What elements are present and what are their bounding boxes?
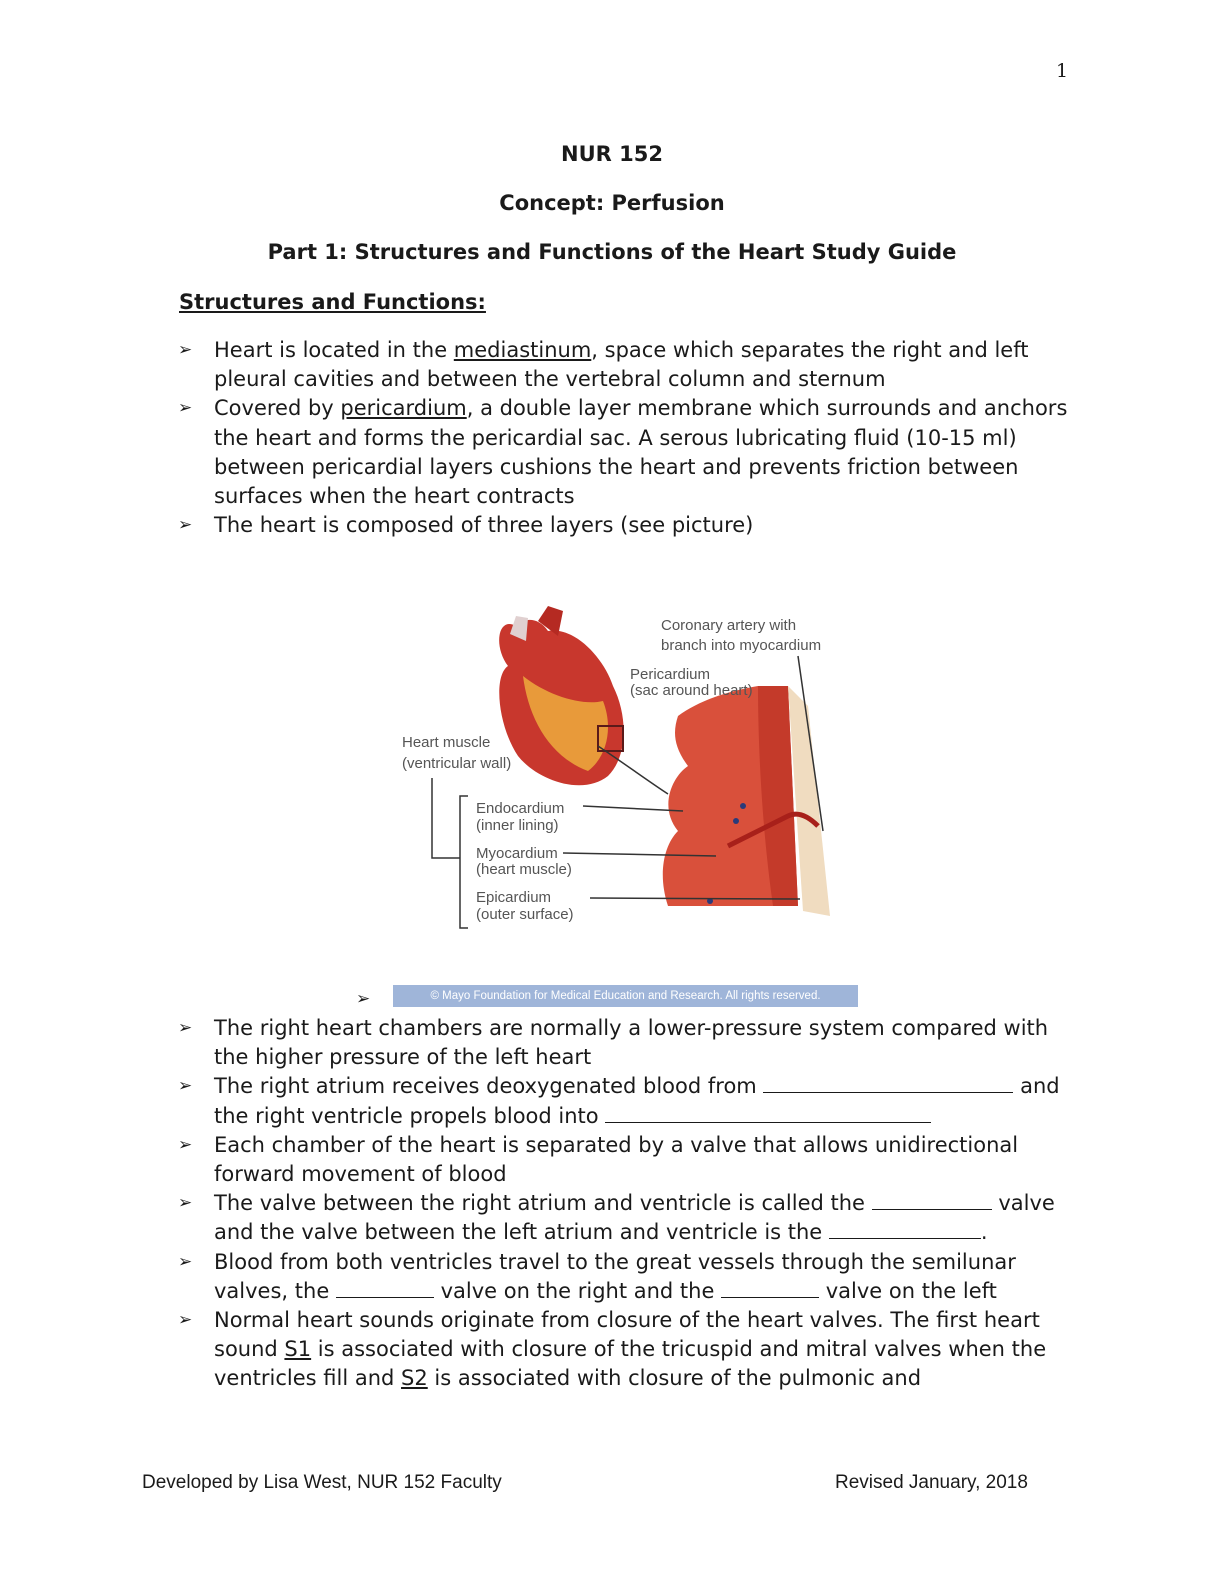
- list-item: ➢ Covered by pericardium, a double layer membrane which surrounds and anchors the heart and forms the pericardial sac. A serous lubricating fluid (10-15 ml) between pericardial layers cushions the heart and prevents friction between surfaces when the heart contracts: [178, 396, 1068, 509]
- arrow-bullet-icon: ➢: [178, 1134, 193, 1155]
- arrow-bullet-icon: ➢: [178, 1193, 193, 1214]
- copyright-banner: © Mayo Foundation for Medical Education and Research. All rights reserved.: [393, 985, 858, 1007]
- fill-in-blank[interactable]: [763, 1072, 1013, 1093]
- fill-in-blank[interactable]: [829, 1218, 981, 1239]
- label-heart-muscle: Heart muscle: [402, 734, 491, 751]
- list-item: ➢ The heart is composed of three layers (see picture): [178, 511, 1078, 540]
- list-item: ➢ The right heart chambers are normally a lower-pressure system compared with the higher pressure of the left heart: [178, 1016, 1049, 1070]
- arrow-bullet-icon: ➢: [178, 515, 193, 536]
- fill-in-blank[interactable]: [872, 1189, 992, 1210]
- section-heading: Structures and Functions:: [179, 290, 486, 314]
- term-s1: S1: [284, 1337, 312, 1362]
- arrow-bullet-icon: ➢: [356, 989, 371, 1009]
- footer-author: Developed by Lisa West, NUR 152 Faculty: [142, 1472, 502, 1493]
- label-coronary: Coronary artery with: [661, 617, 797, 634]
- label-myocardium: Myocardium: [476, 845, 558, 862]
- arrow-bullet-icon: ➢: [178, 1251, 193, 1272]
- heart-illustration: [499, 606, 624, 785]
- term-pericardium: pericardium: [340, 396, 467, 421]
- list-item: ➢ Heart is located in the mediastinum, space which separates the right and left pleural cavities and between the vertebral column and sternum: [178, 338, 1029, 392]
- bullet-list-top: [178, 336, 1078, 540]
- arrow-bullet-icon: ➢: [178, 340, 193, 360]
- fill-in-blank[interactable]: [721, 1277, 819, 1298]
- list-item: ➢ Normal heart sounds originate from closure of the heart valves. The first heart sound S1 is associated with closure of the tricuspid and mitral valves when the ventricles fill and S2 is associated with closure of the pulmonic and: [178, 1308, 1047, 1391]
- list-item: ➢ The valve between the right atrium and ventricle is called the valve and the valve between the left atrium and ventricle is the .: [178, 1191, 1055, 1245]
- list-item: ➢ Blood from both ventricles travel to the great vessels through the semilunar valves, the valve on the right and the valve on the left: [178, 1249, 1016, 1303]
- bullet-list-bottom: [178, 1014, 1078, 1394]
- arrow-bullet-icon: ➢: [178, 1076, 193, 1097]
- label-endocardium-2: (inner lining): [476, 817, 559, 834]
- label-heart-muscle-2: (ventricular wall): [402, 755, 512, 772]
- label-endocardium: Endocardium: [476, 800, 565, 817]
- arrow-bullet-icon: ➢: [178, 1018, 193, 1038]
- label-epicardium-2: (outer surface): [476, 906, 574, 923]
- label-myocardium-2: (heart muscle): [476, 861, 572, 878]
- label-epicardium: Epicardium: [476, 889, 552, 906]
- term-mediastinum: mediastinum: [453, 338, 592, 362]
- list-item: ➢ The right atrium receives deoxygenated blood from and the right ventricle propels blood into: [178, 1074, 1060, 1128]
- fill-in-blank[interactable]: [605, 1102, 931, 1123]
- footer-revised: Revised January, 2018: [835, 1472, 1028, 1493]
- arrow-bullet-icon: ➢: [178, 398, 193, 419]
- heart-layers-figure: [398, 606, 858, 936]
- course-title: NUR 152: [561, 142, 663, 166]
- label-pericardium-2: (sac around heart): [630, 682, 753, 699]
- arrow-bullet-icon: ➢: [178, 1310, 193, 1331]
- wall-cross-section: [663, 686, 830, 916]
- part-title: Part 1: Structures and Functions of the Heart Study Guide: [267, 240, 957, 264]
- label-coronary-2: branch into myocardium: [661, 637, 822, 654]
- term-s2: S2: [401, 1366, 428, 1391]
- list-item: ➢ Each chamber of the heart is separated by a valve that allows unidirectional forward movement of blood: [178, 1132, 1019, 1187]
- fill-in-blank[interactable]: [336, 1277, 434, 1298]
- concept-title: Concept: Perfusion: [499, 191, 725, 215]
- page-number: 1: [1056, 60, 1069, 82]
- label-pericardium: Pericardium: [630, 666, 711, 683]
